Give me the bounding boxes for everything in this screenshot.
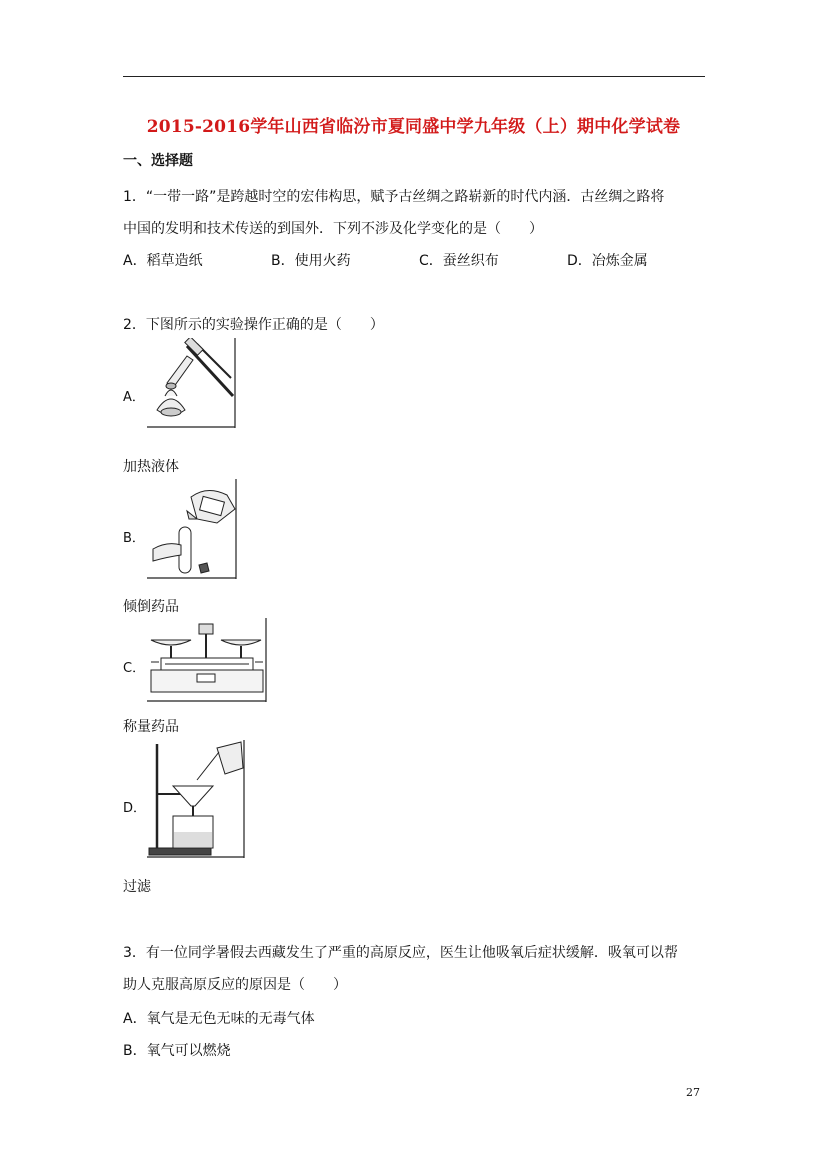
- q3-stem-line2: 助人克服高原反应的原因是（ ）: [123, 977, 347, 993]
- q2-option-d-label: D．: [123, 801, 147, 816]
- q3-stem-line1: 3．有一位同学暑假去西藏发生了严重的高原反应，医生让他吸氧后症状缓解．吸氧可以帮: [123, 945, 678, 961]
- q1-option-d: D．冶炼金属: [567, 253, 648, 269]
- q1-option-a: A．稻草造纸: [123, 253, 203, 269]
- weighing-balance-figure: [147, 618, 267, 702]
- page-number: 27: [686, 1086, 700, 1099]
- pouring-reagent-figure: [147, 479, 237, 579]
- q1-stem-line2: 中国的发明和技术传送的到国外．下列不涉及化学变化的是（ ）: [123, 221, 543, 237]
- q2-caption-d: 过滤: [123, 879, 151, 895]
- header-rule: [123, 76, 705, 77]
- q2-caption-c: 称量药品: [123, 719, 179, 735]
- q1-stem-line1: 1．“一带一路”是跨越时空的宏伟构思，赋予古丝绸之路崭新的时代内涵．古丝绸之路将: [123, 189, 665, 205]
- q3-option-b: B．氧气可以燃烧: [123, 1043, 231, 1059]
- page-title: 2015-2016学年山西省临汾市夏同盛中学九年级（上）期中化学试卷: [146, 117, 681, 137]
- filtration-figure: [147, 740, 245, 858]
- q2-option-b-label: B．: [123, 531, 145, 546]
- q2-option-c-label: C．: [123, 661, 146, 676]
- q2-option-a-label: A．: [123, 390, 145, 405]
- section-heading: 一、选择题: [123, 153, 193, 169]
- q2-stem: 2．下图所示的实验操作正确的是（ ）: [123, 317, 384, 333]
- q1-option-c: C．蚕丝织布: [419, 253, 499, 269]
- q2-caption-a: 加热液体: [123, 459, 179, 475]
- q2-caption-b: 倾倒药品: [123, 599, 179, 615]
- heating-liquid-figure: [147, 338, 237, 428]
- q3-option-a: A．氧气是无色无味的无毒气体: [123, 1011, 315, 1027]
- q1-option-b: B．使用火药: [271, 253, 351, 269]
